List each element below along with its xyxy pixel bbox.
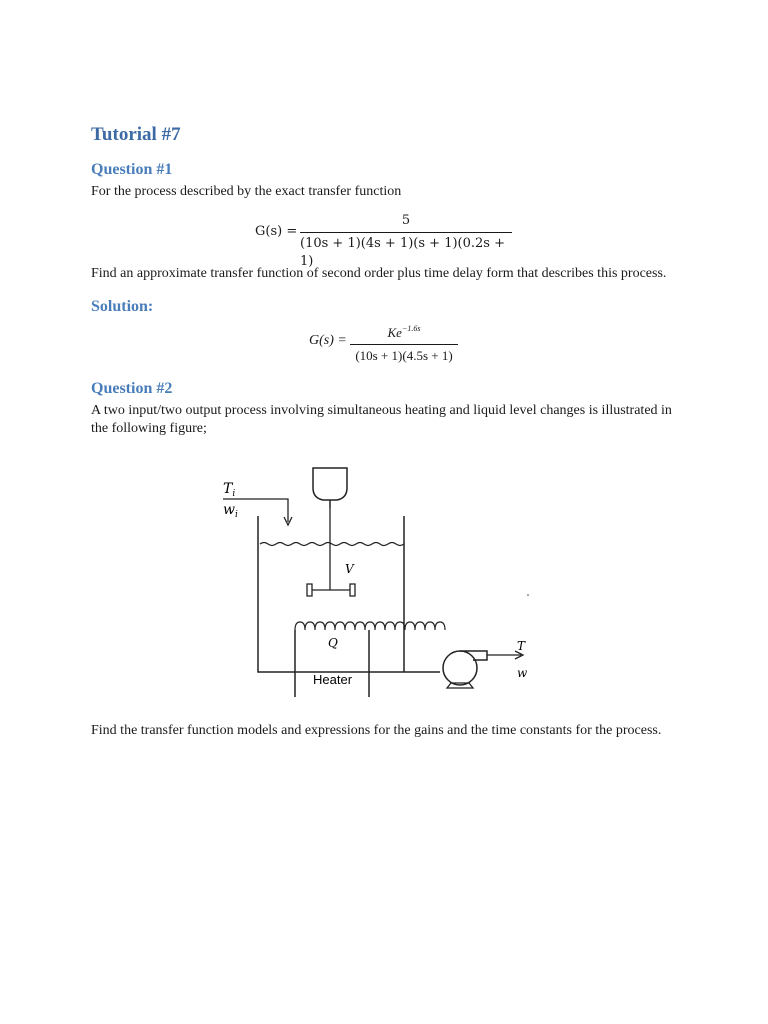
solution-equation-numerator-base: Ke bbox=[387, 325, 402, 340]
fraction-bar bbox=[300, 232, 512, 233]
heater-coil-icon bbox=[295, 622, 445, 630]
outlet-temperature-label: T bbox=[517, 639, 526, 653]
liquid-surface bbox=[260, 543, 404, 546]
question-2-intro-line-1: A two input/two output process involving simultaneous heating and liquid level changes is illustrated in bbox=[91, 403, 672, 418]
process-figure bbox=[215, 462, 545, 702]
inlet-flow-label: $w_i$ bbox=[223, 502, 238, 520]
agitator-motor-icon bbox=[313, 468, 347, 500]
solution-equation-denominator: (10s + 1)(4.5s + 1) bbox=[355, 348, 453, 363]
q1-equation-denominator: (10s + 1)(4s + 1)(s + 1)(0.2s + 1) bbox=[300, 236, 505, 269]
outlet-flow-label: w bbox=[517, 666, 528, 680]
question-1-heading: Question #1 bbox=[91, 161, 173, 178]
question-2-heading: Question #2 bbox=[91, 380, 173, 397]
pump-icon bbox=[443, 651, 477, 685]
q1-equation-numerator: 5 bbox=[401, 213, 411, 228]
solution-heading: Solution: bbox=[91, 298, 154, 315]
solution-equation-lhs: G(s) = bbox=[309, 333, 347, 348]
fraction-bar bbox=[350, 344, 458, 345]
solution-equation-fraction bbox=[350, 320, 458, 365]
tutorial-title: Tutorial #7 bbox=[91, 124, 181, 145]
heat-input-label: Q bbox=[328, 636, 338, 650]
heater-label: Heater bbox=[313, 672, 353, 687]
question-2-intro-line-2: the following figure; bbox=[91, 421, 207, 436]
q1-equation-fraction bbox=[300, 212, 512, 271]
question-2-task: Find the transfer function models and expressions for the gains and the time constants for the process. bbox=[91, 723, 662, 738]
solution-equation-numerator-exponent: −1.6s bbox=[401, 324, 421, 333]
question-1-task: Find an approximate transfer function of second order plus time delay form that describes this process. bbox=[91, 266, 667, 281]
inlet-temperature-label: $T_i$ bbox=[223, 481, 236, 499]
scan-speck bbox=[527, 594, 529, 596]
volume-label: V bbox=[345, 562, 354, 576]
question-1-intro: For the process described by the exact transfer function bbox=[91, 184, 402, 199]
q1-equation-lhs: G(s) = bbox=[255, 224, 298, 239]
